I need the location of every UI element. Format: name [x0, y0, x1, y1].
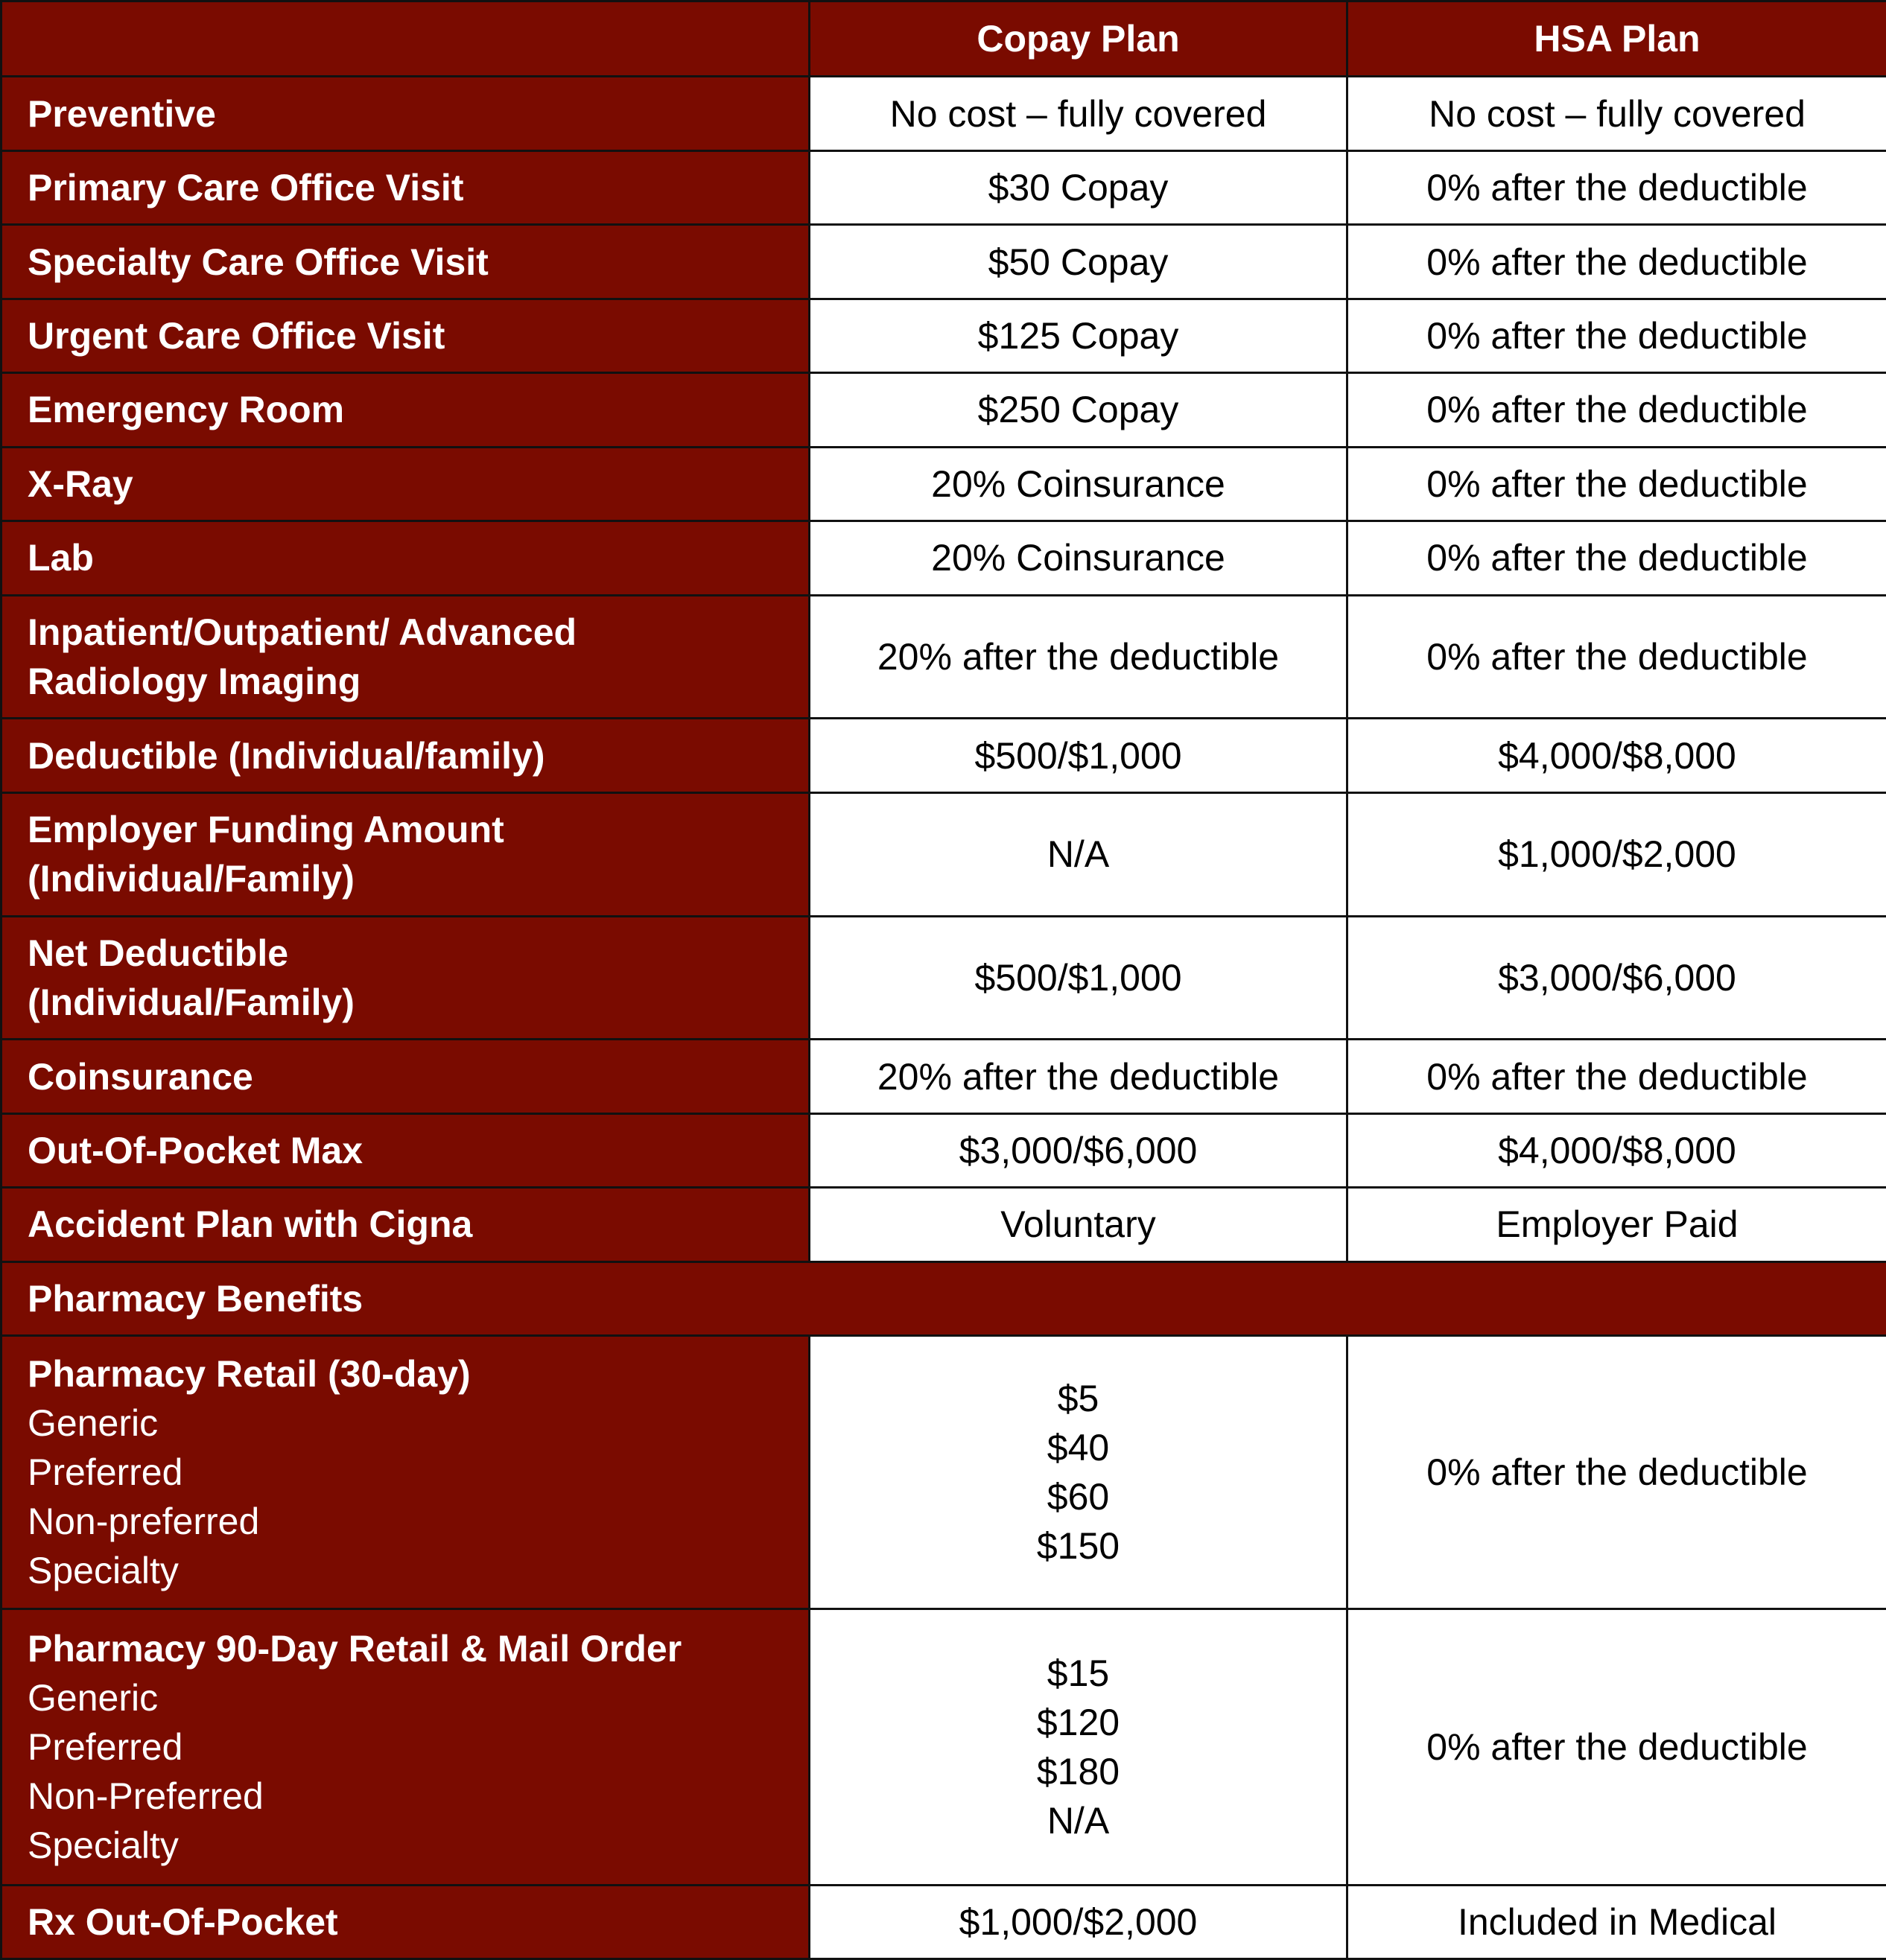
table-row [1, 225, 1886, 299]
tier-copay: $180 [1036, 1750, 1120, 1792]
hsa-value: 0% after the deductible [1347, 447, 1886, 521]
table-row [1, 1336, 1886, 1609]
row-label [1, 1040, 810, 1113]
header-row [1, 1, 1886, 77]
row-label-text: Lab [28, 537, 94, 579]
table-row [1, 1188, 1886, 1261]
copay-value: $500/$1,000 [810, 916, 1347, 1040]
hsa-value: 0% after the deductible [1347, 299, 1886, 372]
copay-value: $50 Copay [810, 225, 1347, 299]
copay-value: Voluntary [810, 1188, 1347, 1261]
hsa-value: $3,000/$6,000 [1347, 916, 1886, 1040]
row-label [1, 299, 810, 372]
row-label-text: Urgent Care Office Visit [28, 315, 445, 357]
copay-value: $125 Copay [810, 299, 1347, 372]
tier-label: Generic [28, 1401, 159, 1444]
pharmacy-title: Pharmacy 90-Day Retail & Mail Order [28, 1627, 682, 1670]
tier-label: Specialty [28, 1824, 179, 1866]
table-row [1, 1885, 1886, 1959]
row-label-text: Deductible (Individual/family) [28, 734, 545, 777]
hsa-value: 0% after the deductible [1347, 595, 1886, 719]
row-label-text: Preventive [28, 92, 216, 135]
row-label-text: (Individual/Family) [28, 858, 355, 900]
hsa-value: Employer Paid [1347, 1188, 1886, 1261]
row-label [1, 521, 810, 595]
copay-value: $3,000/$6,000 [810, 1113, 1347, 1187]
table-row [1, 373, 1886, 447]
section-row [1, 1261, 1886, 1335]
table-row [1, 916, 1886, 1040]
row-label [1, 77, 810, 150]
row-label-text: Coinsurance [28, 1055, 253, 1098]
row-label [1, 719, 810, 792]
row-label-text: Out-Of-Pocket Max [28, 1130, 363, 1171]
row-label [1, 792, 810, 916]
table-row [1, 1609, 1886, 1885]
row-label [1, 150, 810, 224]
tier-label: Non-Preferred [28, 1775, 264, 1817]
row-label-text: Inpatient/Outpatient/ Advanced [28, 611, 577, 653]
hsa-value: $1,000/$2,000 [1347, 792, 1886, 916]
table-row [1, 77, 1886, 150]
row-label [1, 1609, 810, 1885]
row-label-text: X-Ray [28, 462, 133, 505]
header-copay-plan: Copay Plan [810, 1, 1347, 77]
row-label [1, 595, 810, 719]
row-label-text: Accident Plan with Cigna [28, 1203, 473, 1246]
hsa-value: 0% after the deductible [1347, 1609, 1886, 1885]
table-row [1, 521, 1886, 595]
hsa-value: $4,000/$8,000 [1347, 719, 1886, 792]
table-row [1, 595, 1886, 719]
tier-label: Non-preferred [28, 1500, 260, 1542]
row-label [1, 447, 810, 521]
tier-copay: N/A [1047, 1799, 1110, 1842]
table-row [1, 150, 1886, 224]
tier-copay: $150 [1036, 1524, 1120, 1567]
copay-value: $500/$1,000 [810, 719, 1347, 792]
tier-copay: $120 [1036, 1701, 1120, 1743]
hsa-value: $4,000/$8,000 [1347, 1113, 1886, 1187]
row-label-text: Emergency Room [28, 389, 345, 431]
copay-value: No cost – fully covered [810, 77, 1347, 150]
tier-label: Preferred [28, 1451, 183, 1493]
pharmacy-title: Pharmacy Retail (30-day) [28, 1352, 471, 1395]
tier-label: Preferred [28, 1725, 183, 1768]
row-label [1, 916, 810, 1040]
hsa-value: 0% after the deductible [1347, 521, 1886, 595]
section-title-pharmacy-benefits: Pharmacy Benefits [1, 1261, 1886, 1335]
tier-copay: $5 [1057, 1377, 1099, 1419]
copay-value: $250 Copay [810, 373, 1347, 447]
tier-copay: $15 [1047, 1652, 1110, 1694]
row-label [1, 1885, 810, 1959]
hsa-value: 0% after the deductible [1347, 1336, 1886, 1609]
copay-value: $30 Copay [810, 150, 1347, 224]
tier-label: Generic [28, 1676, 159, 1719]
copay-value: 20% after the deductible [810, 1040, 1347, 1113]
row-label [1, 1336, 810, 1609]
tier-copay: $40 [1047, 1426, 1110, 1469]
hsa-value: 0% after the deductible [1347, 1040, 1886, 1113]
row-label-text: Primary Care Office Visit [28, 167, 464, 209]
table-row [1, 299, 1886, 372]
header-blank-cell [1, 1, 810, 77]
copay-value: N/A [810, 792, 1347, 916]
row-label-text: Rx Out-Of-Pocket [28, 1900, 338, 1943]
row-label [1, 225, 810, 299]
copay-value: 20% Coinsurance [810, 447, 1347, 521]
row-label-text: Net Deductible [28, 932, 289, 974]
hsa-value: 0% after the deductible [1347, 150, 1886, 224]
row-label-text: Radiology Imaging [28, 661, 361, 702]
header-hsa-plan: HSA Plan [1347, 1, 1886, 77]
hsa-value: No cost – fully covered [1347, 77, 1886, 150]
tier-copay: $60 [1047, 1475, 1110, 1518]
row-label-text: Specialty Care Office Visit [28, 241, 489, 283]
row-label-text: (Individual/Family) [28, 981, 355, 1023]
copay-value: 20% after the deductible [810, 595, 1347, 719]
row-label [1, 373, 810, 447]
tier-label: Specialty [28, 1549, 179, 1591]
table-row [1, 719, 1886, 792]
copay-value: $1,000/$2,000 [810, 1885, 1347, 1959]
table-row [1, 1040, 1886, 1113]
hsa-value: 0% after the deductible [1347, 225, 1886, 299]
hsa-value: Included in Medical [1347, 1885, 1886, 1959]
copay-value [810, 1336, 1347, 1609]
copay-value: 20% Coinsurance [810, 521, 1347, 595]
table-row [1, 792, 1886, 916]
row-label [1, 1113, 810, 1187]
row-label [1, 1188, 810, 1261]
hsa-value: 0% after the deductible [1347, 373, 1886, 447]
copay-value [810, 1609, 1347, 1885]
row-label-text: Employer Funding Amount [28, 809, 504, 851]
table-row [1, 447, 1886, 521]
table-row [1, 1113, 1886, 1187]
